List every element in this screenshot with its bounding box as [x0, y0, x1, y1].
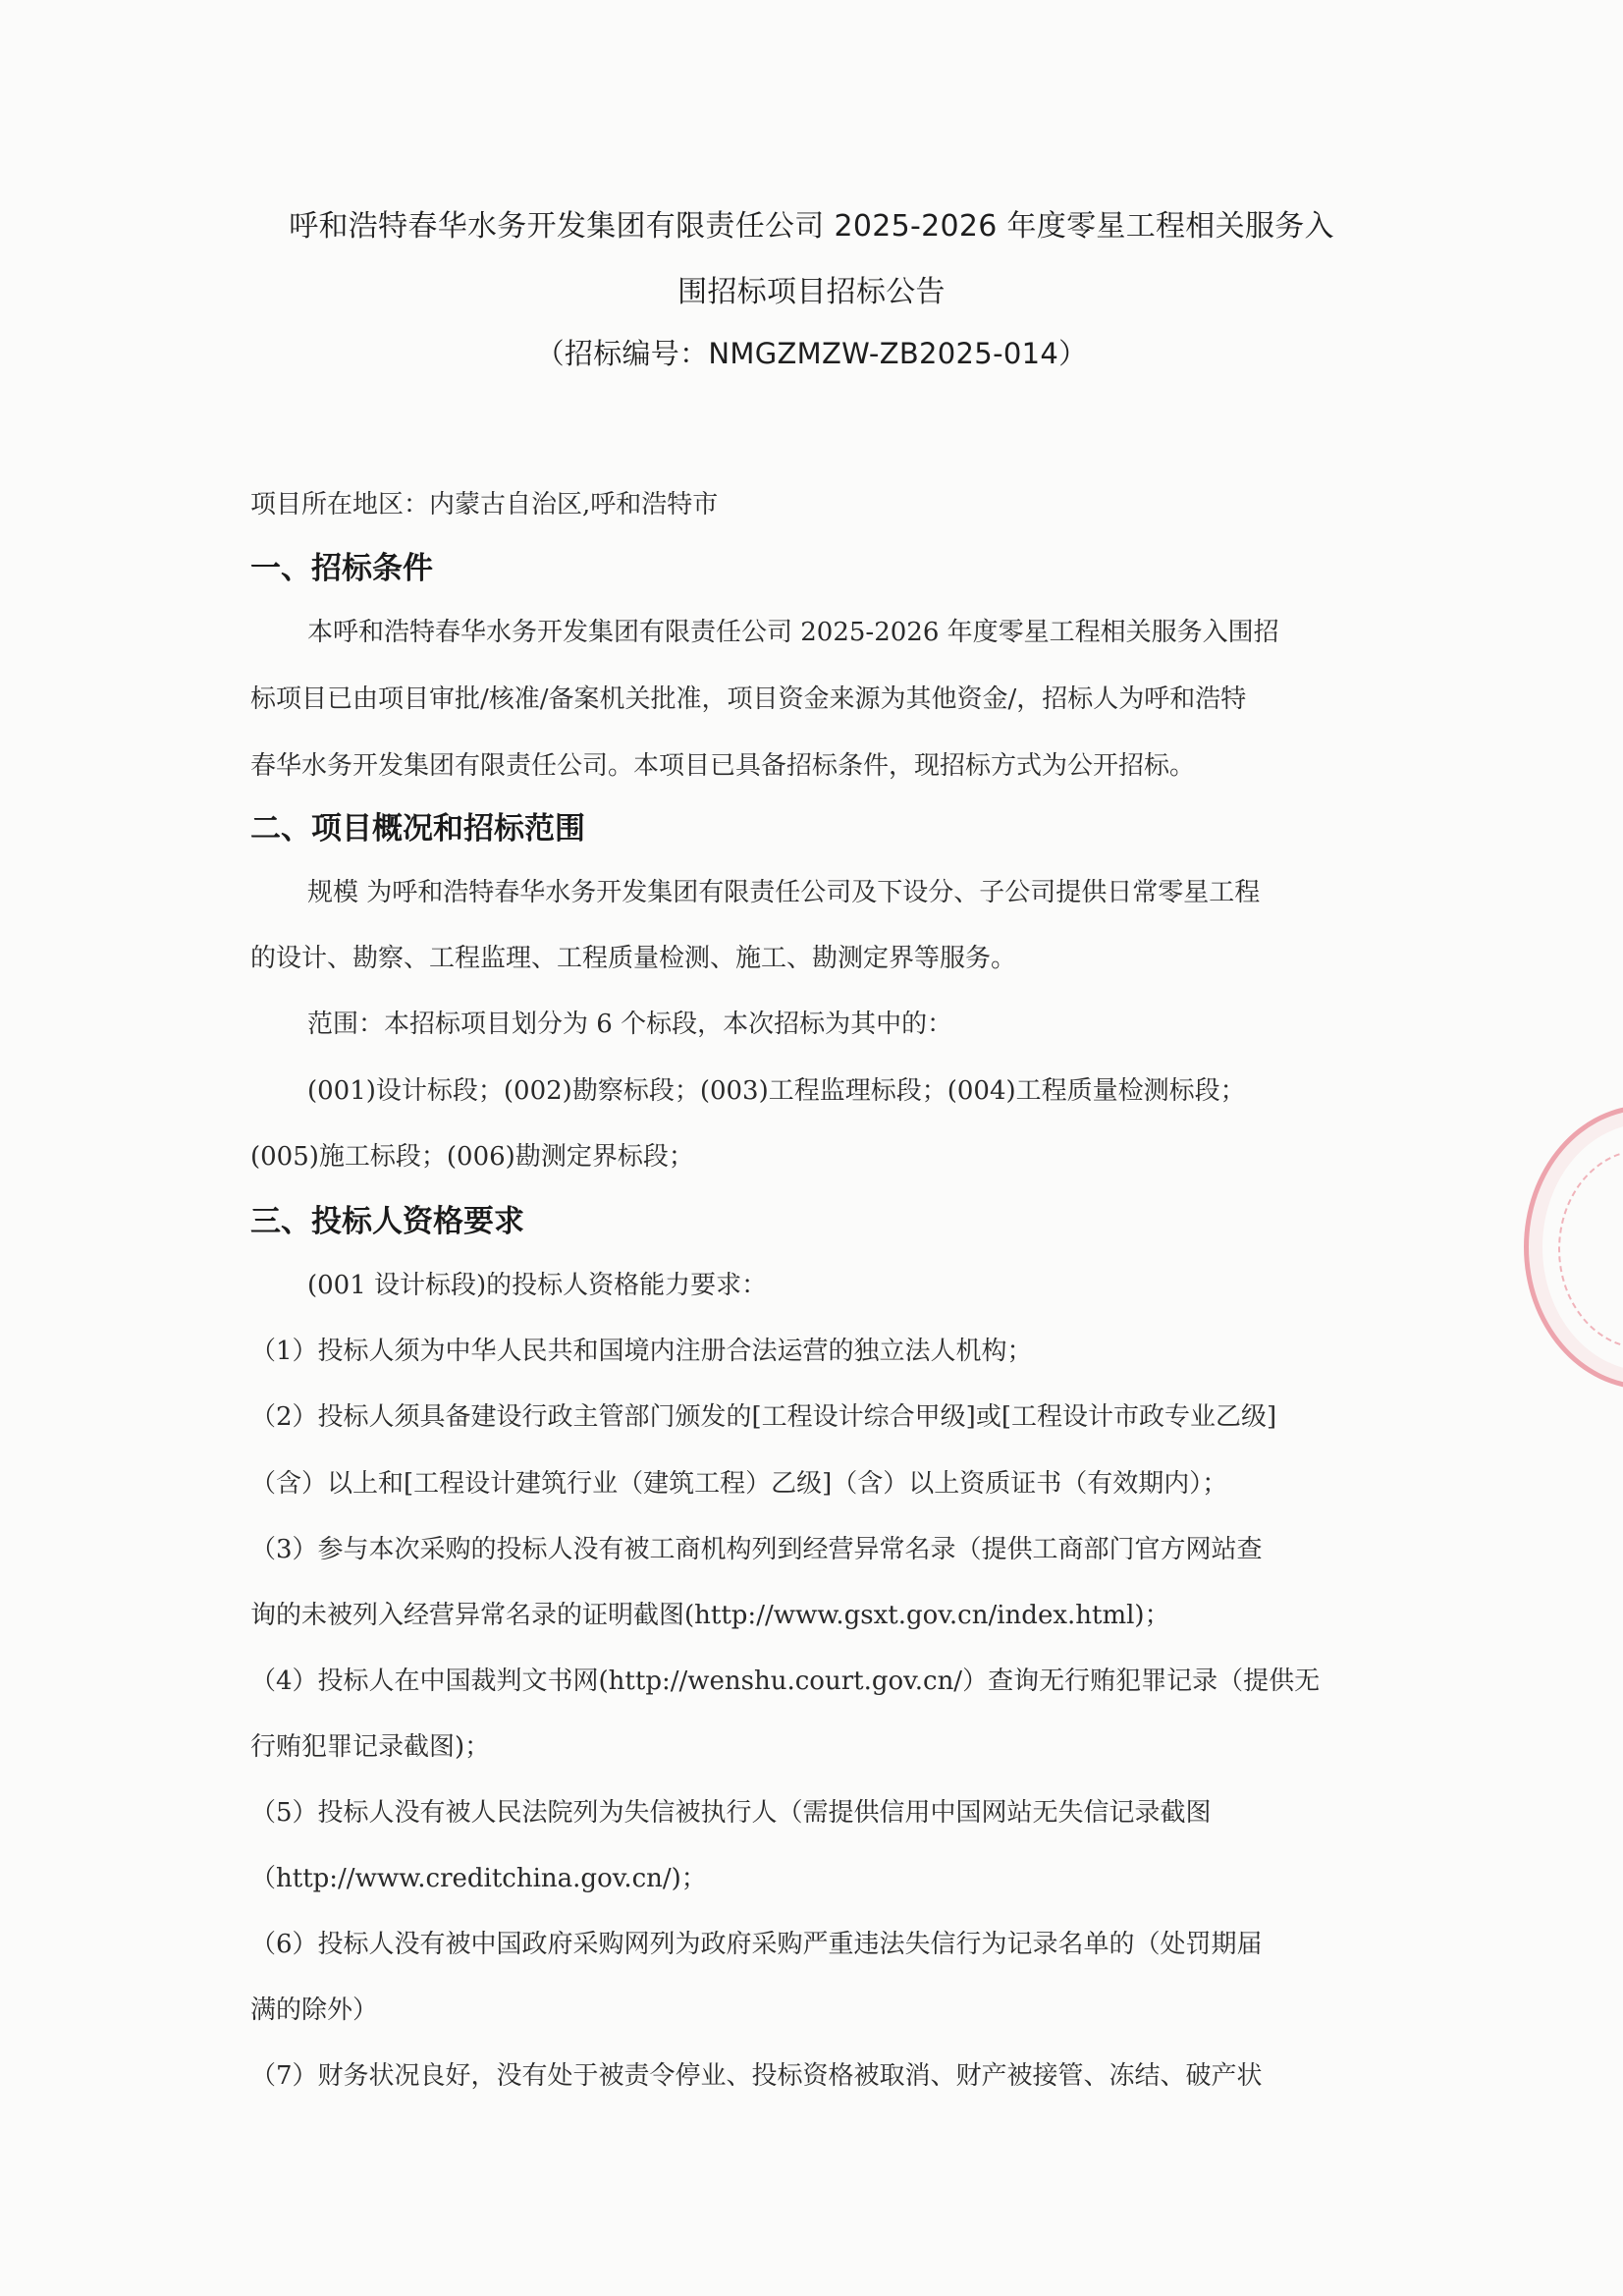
- section-heading-1: 一、招标条件: [250, 551, 433, 586]
- official-seal-inner-ring: [1558, 1149, 1623, 1349]
- section-3-line-6: 询的未被列入经营异常名录的证明截图(http://www.gsxt.gov.cn/index.html)；: [250, 1601, 1170, 1630]
- section-2-line-2: 的设计、勘察、工程监理、工程质量检测、施工、勘测定界等服务。: [250, 944, 1017, 973]
- section-3-line-8: 行贿犯罪记录截图)；: [250, 1732, 491, 1762]
- section-3-line-7: （4）投标人在中国裁判文书网(http://wenshu.court.gov.cn/）查询无行贿犯罪记录（提供无: [250, 1667, 1321, 1696]
- section-3-line-12: 满的除外）: [250, 1995, 379, 2025]
- section-3-line-1: (001 设计标段)的投标人资格能力要求：: [307, 1271, 768, 1300]
- official-seal-stamp: [1524, 1105, 1623, 1390]
- section-3-line-2: （1）投标人须为中华人民共和国境内注册合法运营的独立法人机构；: [250, 1337, 1033, 1366]
- section-2-line-3: 范围：本招标项目划分为 6 个标段，本次招标为其中的：: [307, 1010, 953, 1039]
- section-heading-2: 二、项目概况和招标范围: [250, 811, 585, 847]
- section-2-line-5: (005)施工标段；(006)勘测定界标段；: [250, 1142, 694, 1172]
- section-3-line-11: （6）投标人没有被中国政府采购网列为政府采购严重违法失信行为记录名单的（处罚期届: [250, 1930, 1263, 1959]
- section-heading-3: 三、投标人资格要求: [250, 1204, 524, 1239]
- document-title-line-2: 围招标项目招标公告: [677, 275, 946, 309]
- section-3-line-10: （http://www.creditchina.gov.cn/)；: [250, 1864, 707, 1893]
- project-location: 项目所在地区：内蒙古自治区,呼和浩特市: [250, 490, 719, 519]
- section-2-line-4: (001)设计标段；(002)勘察标段；(003)工程监理标段；(004)工程质量检测标段；: [307, 1076, 1246, 1106]
- section-3-line-4: （含）以上和[工程设计建筑行业（建筑工程）乙级]（含）以上资质证书（有效期内）；: [250, 1469, 1228, 1499]
- section-3-line-9: （5）投标人没有被人民法院列为失信被执行人（需提供信用中国网站无失信记录截图: [250, 1798, 1212, 1828]
- section-3-line-3: （2）投标人须具备建设行政主管部门颁发的[工程设计综合甲级]或[工程设计市政专业乙级]: [250, 1402, 1277, 1432]
- section-3-line-5: （3）参与本次采购的投标人没有被工商机构列到经营异常名录（提供工商部门官方网站查: [250, 1535, 1263, 1564]
- bid-number: （招标编号：NMGZMZW-ZB2025-014）: [535, 337, 1088, 370]
- section-3-line-13: （7）财务状况良好，没有处于被责令停业、投标资格被取消、财产被接管、冻结、破产状: [250, 2061, 1263, 2091]
- section-1-line-1: 本呼和浩特春华水务开发集团有限责任公司 2025-2026 年度零星工程相关服务入围招: [307, 618, 1279, 647]
- document-title-line-1: 呼和浩特春华水务开发集团有限责任公司 2025-2026 年度零星工程相关服务入: [289, 209, 1334, 244]
- section-1-line-3: 春华水务开发集团有限责任公司。本项目已具备招标条件，现招标方式为公开招标。: [250, 751, 1196, 781]
- section-2-line-1: 规模 为呼和浩特春华水务开发集团有限责任公司及下设分、子公司提供日常零星工程: [307, 878, 1261, 907]
- section-1-line-2: 标项目已由项目审批/核准/备案机关批准，项目资金来源为其他资金/，招标人为呼和浩特: [250, 684, 1247, 714]
